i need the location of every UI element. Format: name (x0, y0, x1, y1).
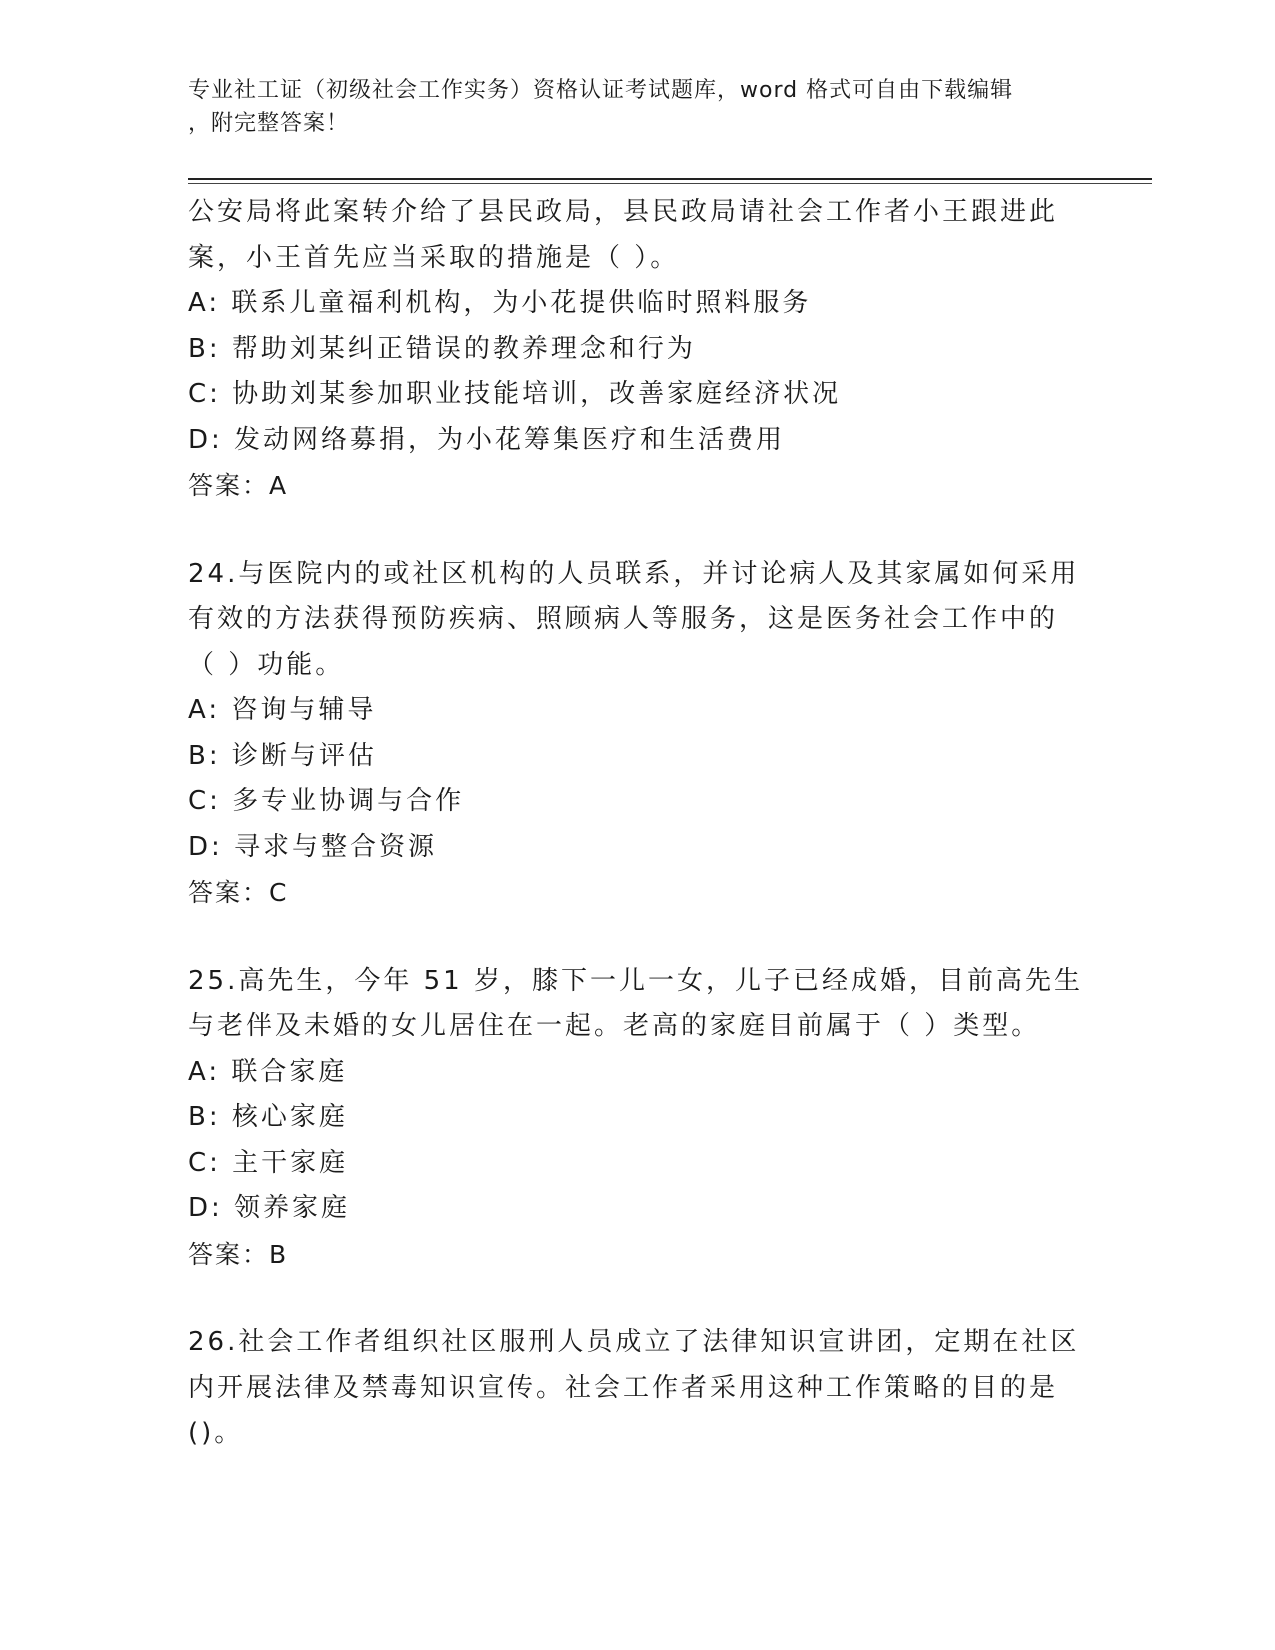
question-stem-line: 26.社会工作者组织社区服刑人员成立了法律知识宣讲团，定期在社区 (188, 1327, 1080, 1357)
option-c: C: 主干家庭 (188, 1147, 349, 1178)
option-b: B: 核心家庭 (188, 1102, 348, 1132)
question-23 (188, 190, 1088, 509)
question-stem-line: 与老伴及未婚的女儿居住在一起。老高的家庭目前属于（ ）类型。 (188, 1011, 1041, 1041)
question-26 (188, 1320, 1088, 1457)
option-d: D: 发动网络募捐，为小花筹集医疗和生活费用 (188, 424, 786, 455)
question-stem-line: ()。 (188, 1418, 244, 1448)
option-d: D: 寻求与整合资源 (188, 831, 438, 862)
option-b: B: 帮助刘某纠正错误的教养理念和行为 (188, 333, 696, 364)
header-line: ，附完整答案！ (188, 111, 350, 136)
header-divider-thin (188, 183, 1152, 184)
question-spacer (188, 509, 1088, 552)
answer-line: 答案：A (188, 471, 289, 500)
question-stem-line: 有效的方法获得预防疾病、照顾病人等服务，这是医务社会工作中的 (188, 604, 1059, 634)
question-stem-line: （ ）功能。 (188, 649, 345, 680)
question-25 (188, 959, 1088, 1278)
option-b: B: 诊断与评估 (188, 740, 377, 771)
option-c: C: 多专业协调与合作 (188, 786, 465, 816)
option-c: C: 协助刘某参加职业技能培训，改善家庭经济状况 (188, 379, 842, 409)
question-stem-line: 24.与医院内的或社区机构的人员联系，并讨论病人及其家属如何采用 (188, 558, 1080, 589)
header-divider-thick (188, 178, 1152, 180)
question-spacer (188, 916, 1088, 959)
answer-line: 答案：B (188, 1239, 289, 1269)
document-header (188, 74, 1068, 140)
question-24 (188, 552, 1088, 916)
question-stem-line: 公安局将此案转介给了县民政局，县民政局请社会工作者小王跟进此 (188, 197, 1059, 227)
option-a: A: 咨询与辅导 (188, 695, 377, 725)
answer-line: 答案：C (188, 878, 289, 907)
option-d: D: 领养家庭 (188, 1193, 351, 1223)
header-line: 专业社工证（初级社会工作实务）资格认证考试题库，word 格式可自由下载编辑 (188, 78, 1014, 103)
question-stem-line: 25.高先生，今年 51 岁，膝下一儿一女，儿子已经成婚，目前高先生 (188, 965, 1083, 996)
question-list (188, 190, 1088, 1457)
option-a: A: 联系儿童福利机构，为小花提供临时照料服务 (188, 288, 812, 318)
option-a: A: 联合家庭 (188, 1056, 348, 1087)
question-spacer (188, 1277, 1088, 1320)
question-stem-line: 案，小王首先应当采取的措施是（ ）。 (188, 242, 680, 273)
question-stem-line: 内开展法律及禁毒知识宣传。社会工作者采用这种工作策略的目的是 (188, 1372, 1059, 1403)
